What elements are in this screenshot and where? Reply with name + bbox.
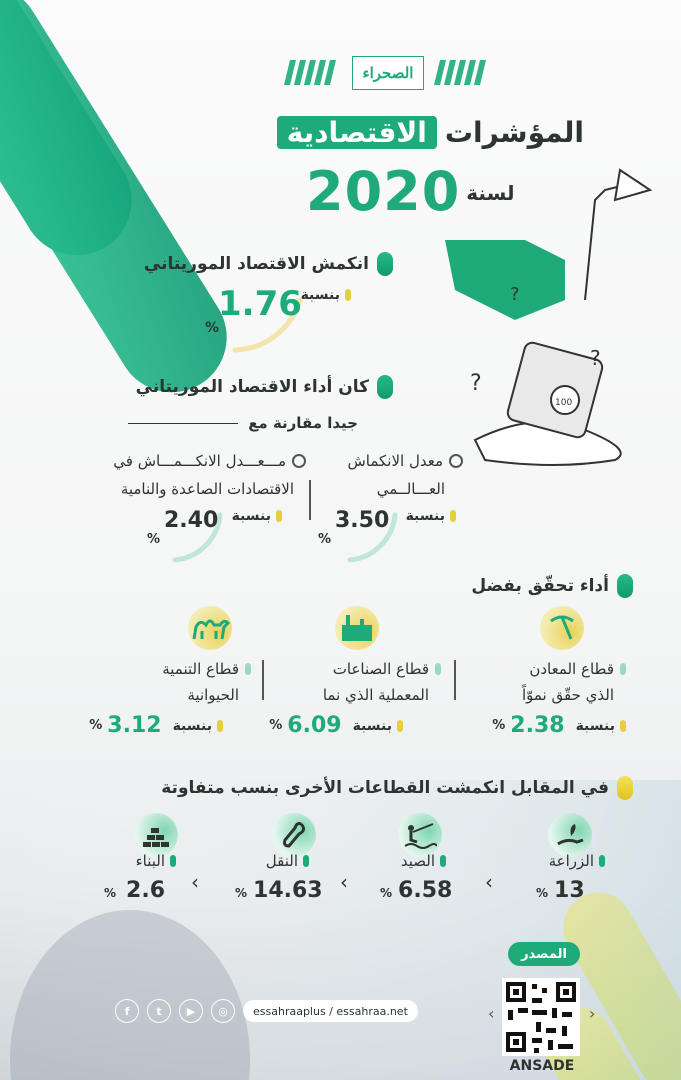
world-label-line2: العـــالــمي: [376, 480, 445, 498]
section3-bullet: [617, 574, 633, 598]
mining-rate-dot: [620, 720, 626, 732]
svg-text:?: ?: [470, 371, 482, 396]
emerging-label-line1: مـــعـــدل الانكـــمـــاش في: [113, 452, 286, 470]
agriculture-percent: %: [536, 886, 549, 900]
construction-value: 2.6: [126, 878, 166, 903]
livestock-label-line1: قطاع التنمية: [162, 660, 239, 678]
section2-item-emerging: [76, 447, 306, 503]
section4-heading-row: [161, 776, 633, 800]
emerging-label-line2: الاقتصادات الصاعدة والنامية: [120, 480, 294, 498]
world-rate-value: 3.50: [335, 508, 390, 533]
industry-marker: [435, 663, 441, 675]
section3-item-industry: [271, 656, 441, 708]
brand-logo: [352, 56, 424, 90]
section1-rate-dot: [345, 289, 351, 301]
industry-rate-value: 6.09: [287, 713, 342, 738]
industry-rate-dot: [397, 720, 403, 732]
section3-item-livestock: [121, 656, 251, 708]
fishing-marker: [440, 855, 446, 867]
construction-marker: [170, 855, 176, 867]
mining-rate-label: بنسبة: [575, 717, 615, 734]
title-part1: المؤشرات: [444, 116, 584, 149]
section1-rate-label: بنسبة: [300, 287, 340, 303]
construction-bricks-icon: [134, 813, 178, 857]
livestock-marker: [245, 663, 251, 675]
section1-bullet: [377, 252, 393, 276]
industry-rate-row: [269, 713, 403, 738]
fishing-value-row: [380, 878, 452, 903]
agriculture-label-row: [549, 852, 605, 870]
section3-divider-1: [454, 660, 456, 700]
industry-rate-label: بنسبة: [352, 717, 392, 734]
agriculture-marker: [599, 855, 605, 867]
facebook-icon[interactable]: f: [115, 999, 139, 1023]
agriculture-value: 13: [554, 878, 585, 903]
transport-label: النقل: [265, 852, 298, 870]
factory-icon: [335, 606, 379, 650]
fishing-label: الصيد: [400, 852, 435, 870]
economy-illustration: [415, 160, 680, 490]
youtube-icon[interactable]: ▶: [179, 999, 203, 1023]
section2-subheading: جيدا مقارنة مع: [248, 414, 358, 432]
section2-underline: [128, 423, 238, 424]
transport-icon: [272, 813, 316, 857]
livestock-percent: %: [89, 718, 103, 733]
source-badge: [508, 942, 580, 966]
section4-bullet: [617, 776, 633, 800]
fishing-percent: %: [380, 886, 393, 900]
fishing-value: 6.58: [398, 878, 453, 903]
livestock-label-line2: الحيوانية: [187, 686, 239, 704]
transport-label-row: [266, 852, 309, 870]
emerging-rate-value: 2.40: [164, 508, 219, 533]
section2-heading: كان أداء الاقتصاد الموريتاني: [135, 377, 369, 397]
section2-subheading-row: [128, 414, 358, 432]
agriculture-hand-plant-icon: [548, 813, 592, 857]
chevron-left-icon-1: ‹: [485, 870, 493, 894]
source-label: المصدر: [521, 946, 567, 962]
livestock-rate-value: 3.12: [107, 713, 162, 738]
emerging-item-marker: [292, 454, 306, 468]
livestock-rate-label: بنسبة: [172, 717, 212, 734]
qr-code-icon: [502, 978, 580, 1056]
transport-percent: %: [235, 886, 248, 900]
mining-rate-row: [492, 713, 626, 738]
section2-item-world: [313, 447, 463, 503]
world-label-line1: معدل الانكماش: [347, 452, 443, 470]
instagram-icon[interactable]: ◎: [211, 999, 235, 1023]
twitter-icon[interactable]: t: [147, 999, 171, 1023]
emerging-rate-dot: [276, 510, 282, 522]
world-rate-label: بنسبة: [405, 508, 445, 524]
construction-label-row: [136, 852, 176, 870]
transport-value-row: [235, 878, 323, 903]
section3-heading-row: [471, 574, 633, 598]
transport-value: 14.63: [253, 878, 323, 903]
camel-icon: [188, 606, 232, 650]
fishing-icon: [398, 813, 442, 857]
chevron-left-icon-2: ‹: [340, 870, 348, 894]
svg-text:100: 100: [555, 398, 573, 408]
section1-heading-row: [144, 252, 393, 276]
website-pill[interactable]: [243, 1000, 418, 1022]
construction-percent: %: [104, 886, 117, 900]
section1-value: [218, 284, 302, 324]
social-bar: [115, 998, 418, 1024]
mining-label-line1: قطاع المعادن: [529, 660, 614, 678]
construction-value-row: [104, 878, 165, 903]
transport-marker: [303, 855, 309, 867]
section3-item-mining: [466, 656, 626, 708]
livestock-rate-row: [89, 713, 223, 738]
brand-logo-text: الصحراء: [362, 64, 414, 82]
page-title: [277, 116, 584, 149]
emerging-percent: %: [147, 532, 161, 547]
world-item-marker: [449, 454, 463, 468]
agriculture-value-row: [536, 878, 585, 903]
livestock-rate-dot: [217, 720, 223, 732]
year-number: 2020: [306, 160, 461, 223]
qr-left-bracket-icon: ‹: [488, 1004, 495, 1023]
industry-percent: %: [269, 718, 283, 733]
website-text[interactable]: essahraaplus / essahraa.net: [253, 1004, 408, 1018]
section4-heading: في المقابل انكمشت القطاعات الأخرى بنسب متفاوتة: [161, 778, 609, 798]
qr-right-bracket-icon: ›: [589, 1004, 596, 1023]
section1-heading: انكمش الاقتصاد الموريتاني: [143, 254, 369, 274]
emerging-rate-label: بنسبة: [231, 508, 271, 524]
world-rate-label-row: [406, 508, 456, 524]
mining-marker: [620, 663, 626, 675]
mining-label-line2: الذي حقّق نموّاً: [521, 686, 614, 704]
title-highlight: الاقتصادية: [277, 116, 437, 149]
agriculture-label: الزراعة: [548, 852, 594, 870]
svg-text:?: ?: [590, 346, 601, 370]
world-percent: %: [318, 532, 332, 547]
section1-rate-value: 1.76: [218, 284, 302, 324]
section2-divider: [309, 480, 311, 520]
fishing-label-row: [401, 852, 446, 870]
section3-divider-2: [262, 660, 264, 700]
mining-rate-value: 2.38: [510, 713, 565, 738]
section3-heading: أداء تحقّق بفضل: [471, 576, 609, 596]
svg-text:?: ?: [510, 284, 520, 305]
construction-label: البناء: [135, 852, 165, 870]
section2-heading-row: [136, 375, 393, 399]
world-rate-dot: [450, 510, 456, 522]
year-label: لسنة: [466, 181, 515, 205]
source-name: ANSADE: [509, 1058, 575, 1074]
section1-percent: %: [205, 320, 220, 336]
mining-pickaxe-icon: [540, 606, 584, 650]
mining-percent: %: [492, 718, 506, 733]
chevron-left-icon-3: ‹: [191, 870, 199, 894]
industry-label-line1: قطاع الصناعات: [332, 660, 429, 678]
section2-bullet: [377, 375, 393, 399]
industry-label-line2: المعملية الذي نما: [322, 686, 429, 704]
emerging-rate-label-row: [232, 508, 282, 524]
